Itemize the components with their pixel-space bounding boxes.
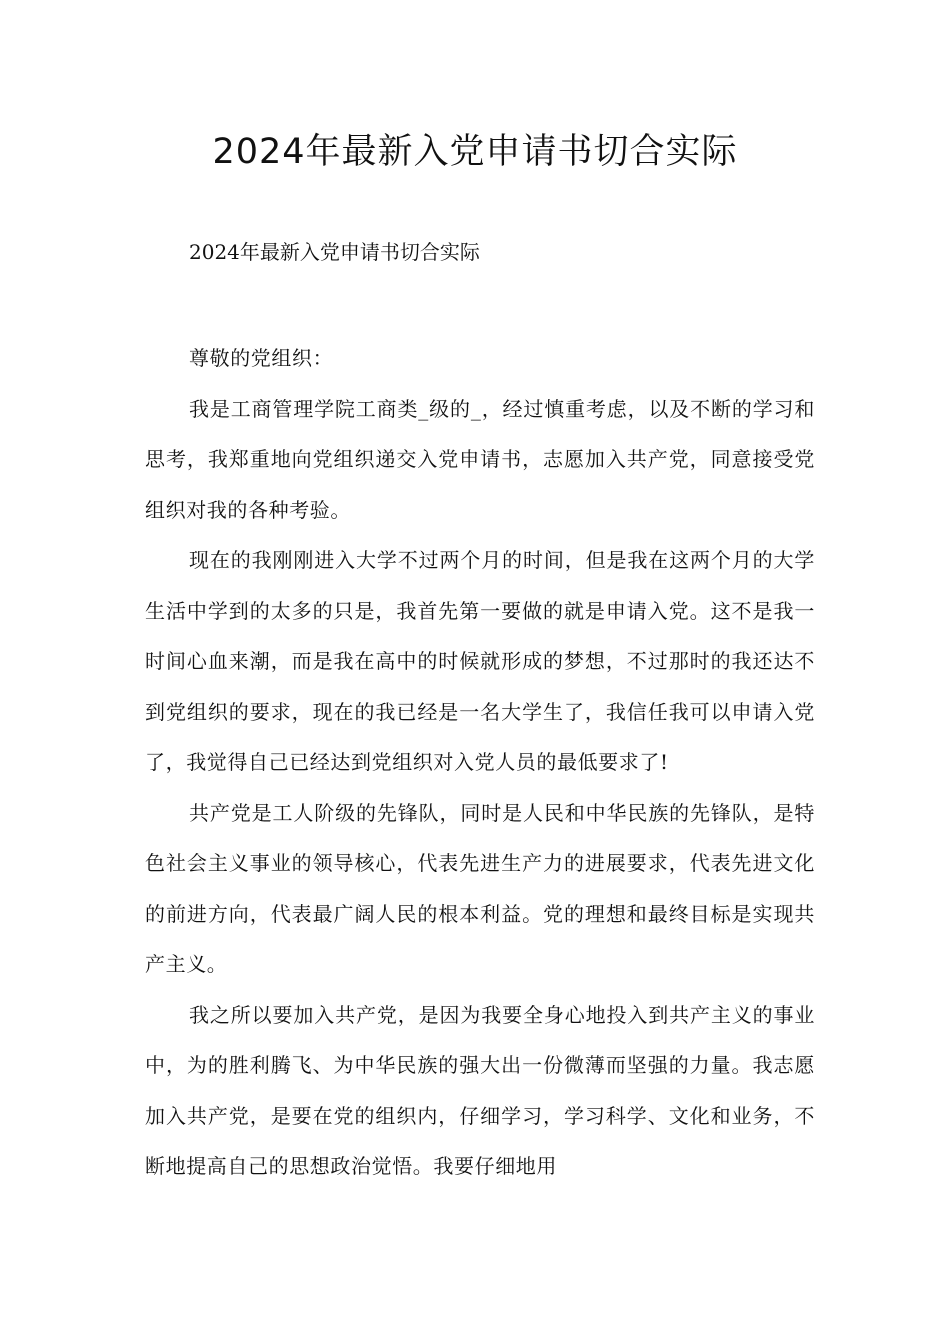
- paragraph: 共产党是工人阶级的先锋队，同时是人民和中华民族的先锋队，是特色社会主义事业的领导核心，代表先进生产力的进展要求，代表先进文化的前进方向，代表最广阔人民的根本利益。党的理想和最终目标是实现共产主义。: [145, 800, 815, 976]
- paragraph: 我是工商管理学院工商类_级的_，经过慎重考虑，以及不断的学习和思考，我郑重地向党组织递交入党申请书，志愿加入共产党，同意接受党组织对我的各种考验。: [145, 396, 815, 522]
- document-body: [145, 333, 815, 1192]
- document-title: 2024年最新入党申请书切合实际: [212, 132, 738, 172]
- paragraph: 我之所以要加入共产党，是因为我要全身心地投入到共产主义的事业中，为的胜利腾飞、为中华民族的强大出一份微薄而坚强的力量。我志愿加入共产党，是要在党的组织内，仔细学习，学习科学、文化和业务，不断地提高自己的思想政治觉悟。我要仔细地用: [145, 1002, 815, 1178]
- paragraph: 现在的我刚刚进入大学不过两个月的时间，但是我在这两个月的大学生活中学到的太多的只是，我首先第一要做的就是申请入党。这不是我一时间心血来潮，而是我在高中的时候就形成的梦想，不过那时的我还达不到党组织的要求，现在的我已经是一名大学生了，我信任我可以申请入党了，我觉得自己已经达到党组织对入党人员的最低要求了!: [145, 548, 815, 774]
- salutation: 尊敬的党组织：: [189, 346, 334, 370]
- document-subtitle: 2024年最新入党申请书切合实际: [189, 240, 480, 264]
